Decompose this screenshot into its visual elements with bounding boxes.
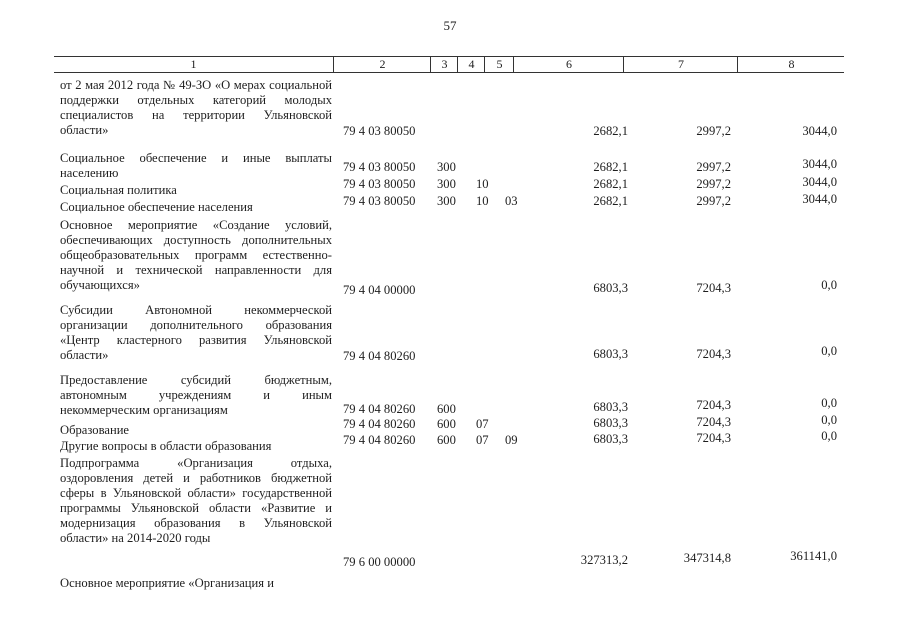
row-value-col8: 0,0 xyxy=(821,396,837,410)
row-value-col6: 6803,3 xyxy=(593,416,628,430)
row-expense-type: 600 xyxy=(437,433,456,447)
row-value-col7: 7204,3 xyxy=(696,347,731,361)
row-expense-type: 300 xyxy=(437,177,456,191)
row-section: 10 xyxy=(476,194,489,208)
row-expense-type: 600 xyxy=(437,402,456,416)
row-value-col7: 2997,2 xyxy=(696,160,731,174)
row-description: от 2 мая 2012 года № 49-ЗО «О мерах социальной поддержки отдельных категорий молодых специалистов на территории Ульяновской области» xyxy=(60,78,332,137)
row-value-col8: 0,0 xyxy=(821,413,837,427)
row-code: 79 4 03 80050 xyxy=(343,177,416,191)
row-description: Основное мероприятие «Создание условий, обеспечивающих доступность дополнительных общеобразовательных программ естественно-научной и технической направленности для обучающихся» xyxy=(60,218,332,292)
row-code: 79 4 04 00000 xyxy=(343,283,416,297)
row-description: Предоставление субсидий бюджетным, автономным учреждениям и иным некоммерческим организациям xyxy=(60,373,332,417)
row-section: 07 xyxy=(476,433,489,447)
row-expense-type: 300 xyxy=(437,194,456,208)
row-value-col7: 347314,8 xyxy=(683,551,731,565)
row-value-col8: 3044,0 xyxy=(802,192,837,206)
row-value-col8: 3044,0 xyxy=(802,124,837,138)
row-value-col6: 2682,1 xyxy=(593,177,628,191)
row-section: 07 xyxy=(476,417,489,431)
row-expense-type: 600 xyxy=(437,417,456,431)
row-section: 10 xyxy=(476,177,489,191)
row-value-col6: 6803,3 xyxy=(593,281,628,295)
header-col-3: 3 xyxy=(430,57,458,72)
row-value-col8: 0,0 xyxy=(821,429,837,443)
header-col-2: 2 xyxy=(333,57,431,72)
row-description: Социальное обеспечение и иные выплаты населению xyxy=(60,151,332,180)
row-description: Субсидии Автономной некоммерческой организации дополнительного образования «Центр кластерного развития Ульяновской области» xyxy=(60,303,332,362)
table-header xyxy=(54,56,844,73)
row-value-col6: 2682,1 xyxy=(593,160,628,174)
row-value-col6: 327313,2 xyxy=(580,553,628,567)
row-value-col7: 7204,3 xyxy=(696,415,731,429)
header-col-5: 5 xyxy=(484,57,514,72)
header-col-6: 6 xyxy=(513,57,624,72)
row-code: 79 4 04 80260 xyxy=(343,433,416,447)
row-value-col7: 2997,2 xyxy=(696,194,731,208)
row-value-col7: 7204,3 xyxy=(696,281,731,295)
row-subsection: 09 xyxy=(505,433,518,447)
row-code: 79 4 03 80050 xyxy=(343,194,416,208)
row-description: Социальная политика xyxy=(60,183,177,197)
row-value-col8: 0,0 xyxy=(821,344,837,358)
row-value-col8: 0,0 xyxy=(821,278,837,292)
row-code: 79 6 00 00000 xyxy=(343,555,416,569)
row-value-col7: 2997,2 xyxy=(696,124,731,138)
header-col-7: 7 xyxy=(623,57,738,72)
row-code: 79 4 04 80260 xyxy=(343,402,416,416)
row-value-col8: 361141,0 xyxy=(790,549,837,563)
row-description: Подпрограмма «Организация отдыха, оздоровления детей и работников бюджетной сферы в Ульяновской области» государственной программы Ульяновской области «Развитие и модернизация образования в Ульяновской области» на 2014-2020 годы xyxy=(60,456,332,545)
row-code: 79 4 03 80050 xyxy=(343,160,416,174)
row-code: 79 4 04 80260 xyxy=(343,349,416,363)
row-value-col7: 7204,3 xyxy=(696,431,731,445)
row-code: 79 4 04 80260 xyxy=(343,417,416,431)
row-description: Образование xyxy=(60,423,130,437)
row-value-col6: 6803,3 xyxy=(593,432,628,446)
row-value-col7: 7204,3 xyxy=(696,398,731,412)
header-col-4: 4 xyxy=(457,57,485,72)
row-description: Основное мероприятие «Организация и xyxy=(60,576,274,590)
row-value-col6: 6803,3 xyxy=(593,400,628,414)
row-value-col6: 2682,1 xyxy=(593,194,628,208)
row-description: Социальное обеспечение населения xyxy=(60,200,253,214)
row-value-col8: 3044,0 xyxy=(802,175,837,189)
row-code: 79 4 03 80050 xyxy=(343,124,416,138)
row-subsection: 03 xyxy=(505,194,518,208)
row-value-col6: 6803,3 xyxy=(593,347,628,361)
row-expense-type: 300 xyxy=(437,160,456,174)
row-value-col8: 3044,0 xyxy=(802,157,837,171)
page-number: 57 xyxy=(443,18,457,33)
header-col-8: 8 xyxy=(737,57,845,72)
row-value-col7: 2997,2 xyxy=(696,177,731,191)
row-description: Другие вопросы в области образования xyxy=(60,439,272,453)
row-value-col6: 2682,1 xyxy=(593,124,628,138)
header-col-1: 1 xyxy=(190,57,197,71)
